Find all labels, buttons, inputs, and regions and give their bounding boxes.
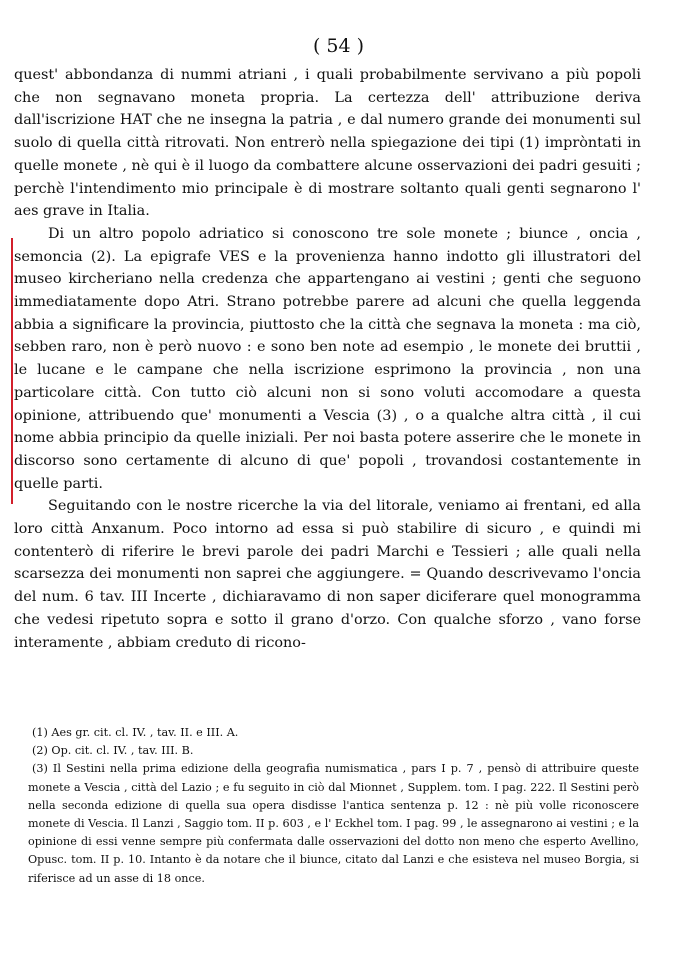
body-text (14, 64, 641, 654)
page-number: ( 54 ) (312, 35, 365, 57)
footnote-3: (3) Il Sestini nella prima edizione della geografia numismatica , pars I p. 7 , pensò di attribuire queste monete a Vescia , città del Lazio ; e fu seguito in ciò dal Mionnet , Supplem. tom. I pag. 222. Il Sestini però nella seconda edizione di quella sua opera disdisse l'antica sentenza p. 12 : nè più volle riconoscere monete di Vescia. Il Lanzi , Saggio tom. II p. 603 , e l' Eckhel tom. I pag. 99 , le assegnarono ai vestini ; e la opinione di essi venne sempre più confermata dalle osservazioni del dotto non meno che esperto Avellino, Opusc. tom. II p. 10. Intanto è da notare che il biunce, citato dal Lanzi e che esisteva nel museo Borgia, si riferisce ad un asse di 18 once. (28, 762, 639, 885)
footnotes (28, 724, 639, 888)
paragraph-2: Di un altro popolo adriatico si conoscono tre sole monete ; biunce , oncia , semoncia (2). La epigrafe VES e la provenienza hanno indotto gli illustratori del museo kircheriano nella credenza che appartengano ai vestini ; genti che seguono immediatamente dopo Atri. Strano potrebbe parere ad alcuni che quella leggenda abbia a significare la provincia, piuttosto che la città che segnava la moneta : ma ciò, sebben raro, non è però nuovo : e sono ben note ad esempio , le monete dei bruttii , le lucane e le campane che nella iscrizione esprimono la provincia , non una particolare città. Con tutto ciò alcuni non si sono voluti accomodare a questa opinione, attribuendo que' monumenti a Vescia (3) , o a qualche altra città , il cui nome abbia principio da quelle iniziali. Per noi basta potere asserire che le monete in discorso sono certamente di alcuno di que' popoli , trovandosi costantemente in quelle parti. (14, 225, 641, 492)
margin-mark (11, 238, 13, 504)
paragraph-1: quest' abbondanza di nummi atriani , i quali probabilmente servivano a più popoli che non segnavano moneta propria. La certezza dell' attribuzione deriva dall'iscrizione HAT che ne insegna la patria , e dal numero grande dei monumenti sul suolo di quella città ritrovati. Non entrerò nella spiegazione dei tipi (1) impròntati in quelle monete , nè qui è il luogo da combattere alcune osservazioni dei padri gesuiti ; perchè l'intendimento mio principale è di mostrare soltanto quali genti segnarono l' aes grave in Italia. (14, 67, 641, 220)
footnote-1: (1) Aes gr. cit. cl. IV. , tav. II. e III. A. (32, 726, 239, 739)
paragraph-3: Seguitando con le nostre ricerche la via del litorale, veniamo ai frentani, ed alla loro città Anxanum. Poco intorno ad essa si può stabilire di sicuro , e quindi mi contenterò di riferire le brevi parole dei padri Marchi e Tessieri ; alle quali nella scarsezza dei monumenti non saprei che aggiungere. = Quando descrivevamo l'oncia del num. 6 tav. III Incerte , dichiaravamo di non saper diciferare quel monogramma che vedesi ripetuto sopra e sotto il grano d'orzo. Con qualche sforzo , vano forse interamente , abbiam creduto di ricono- (14, 498, 641, 651)
footnote-2: (2) Op. cit. cl. IV. , tav. III. B. (32, 744, 194, 758)
